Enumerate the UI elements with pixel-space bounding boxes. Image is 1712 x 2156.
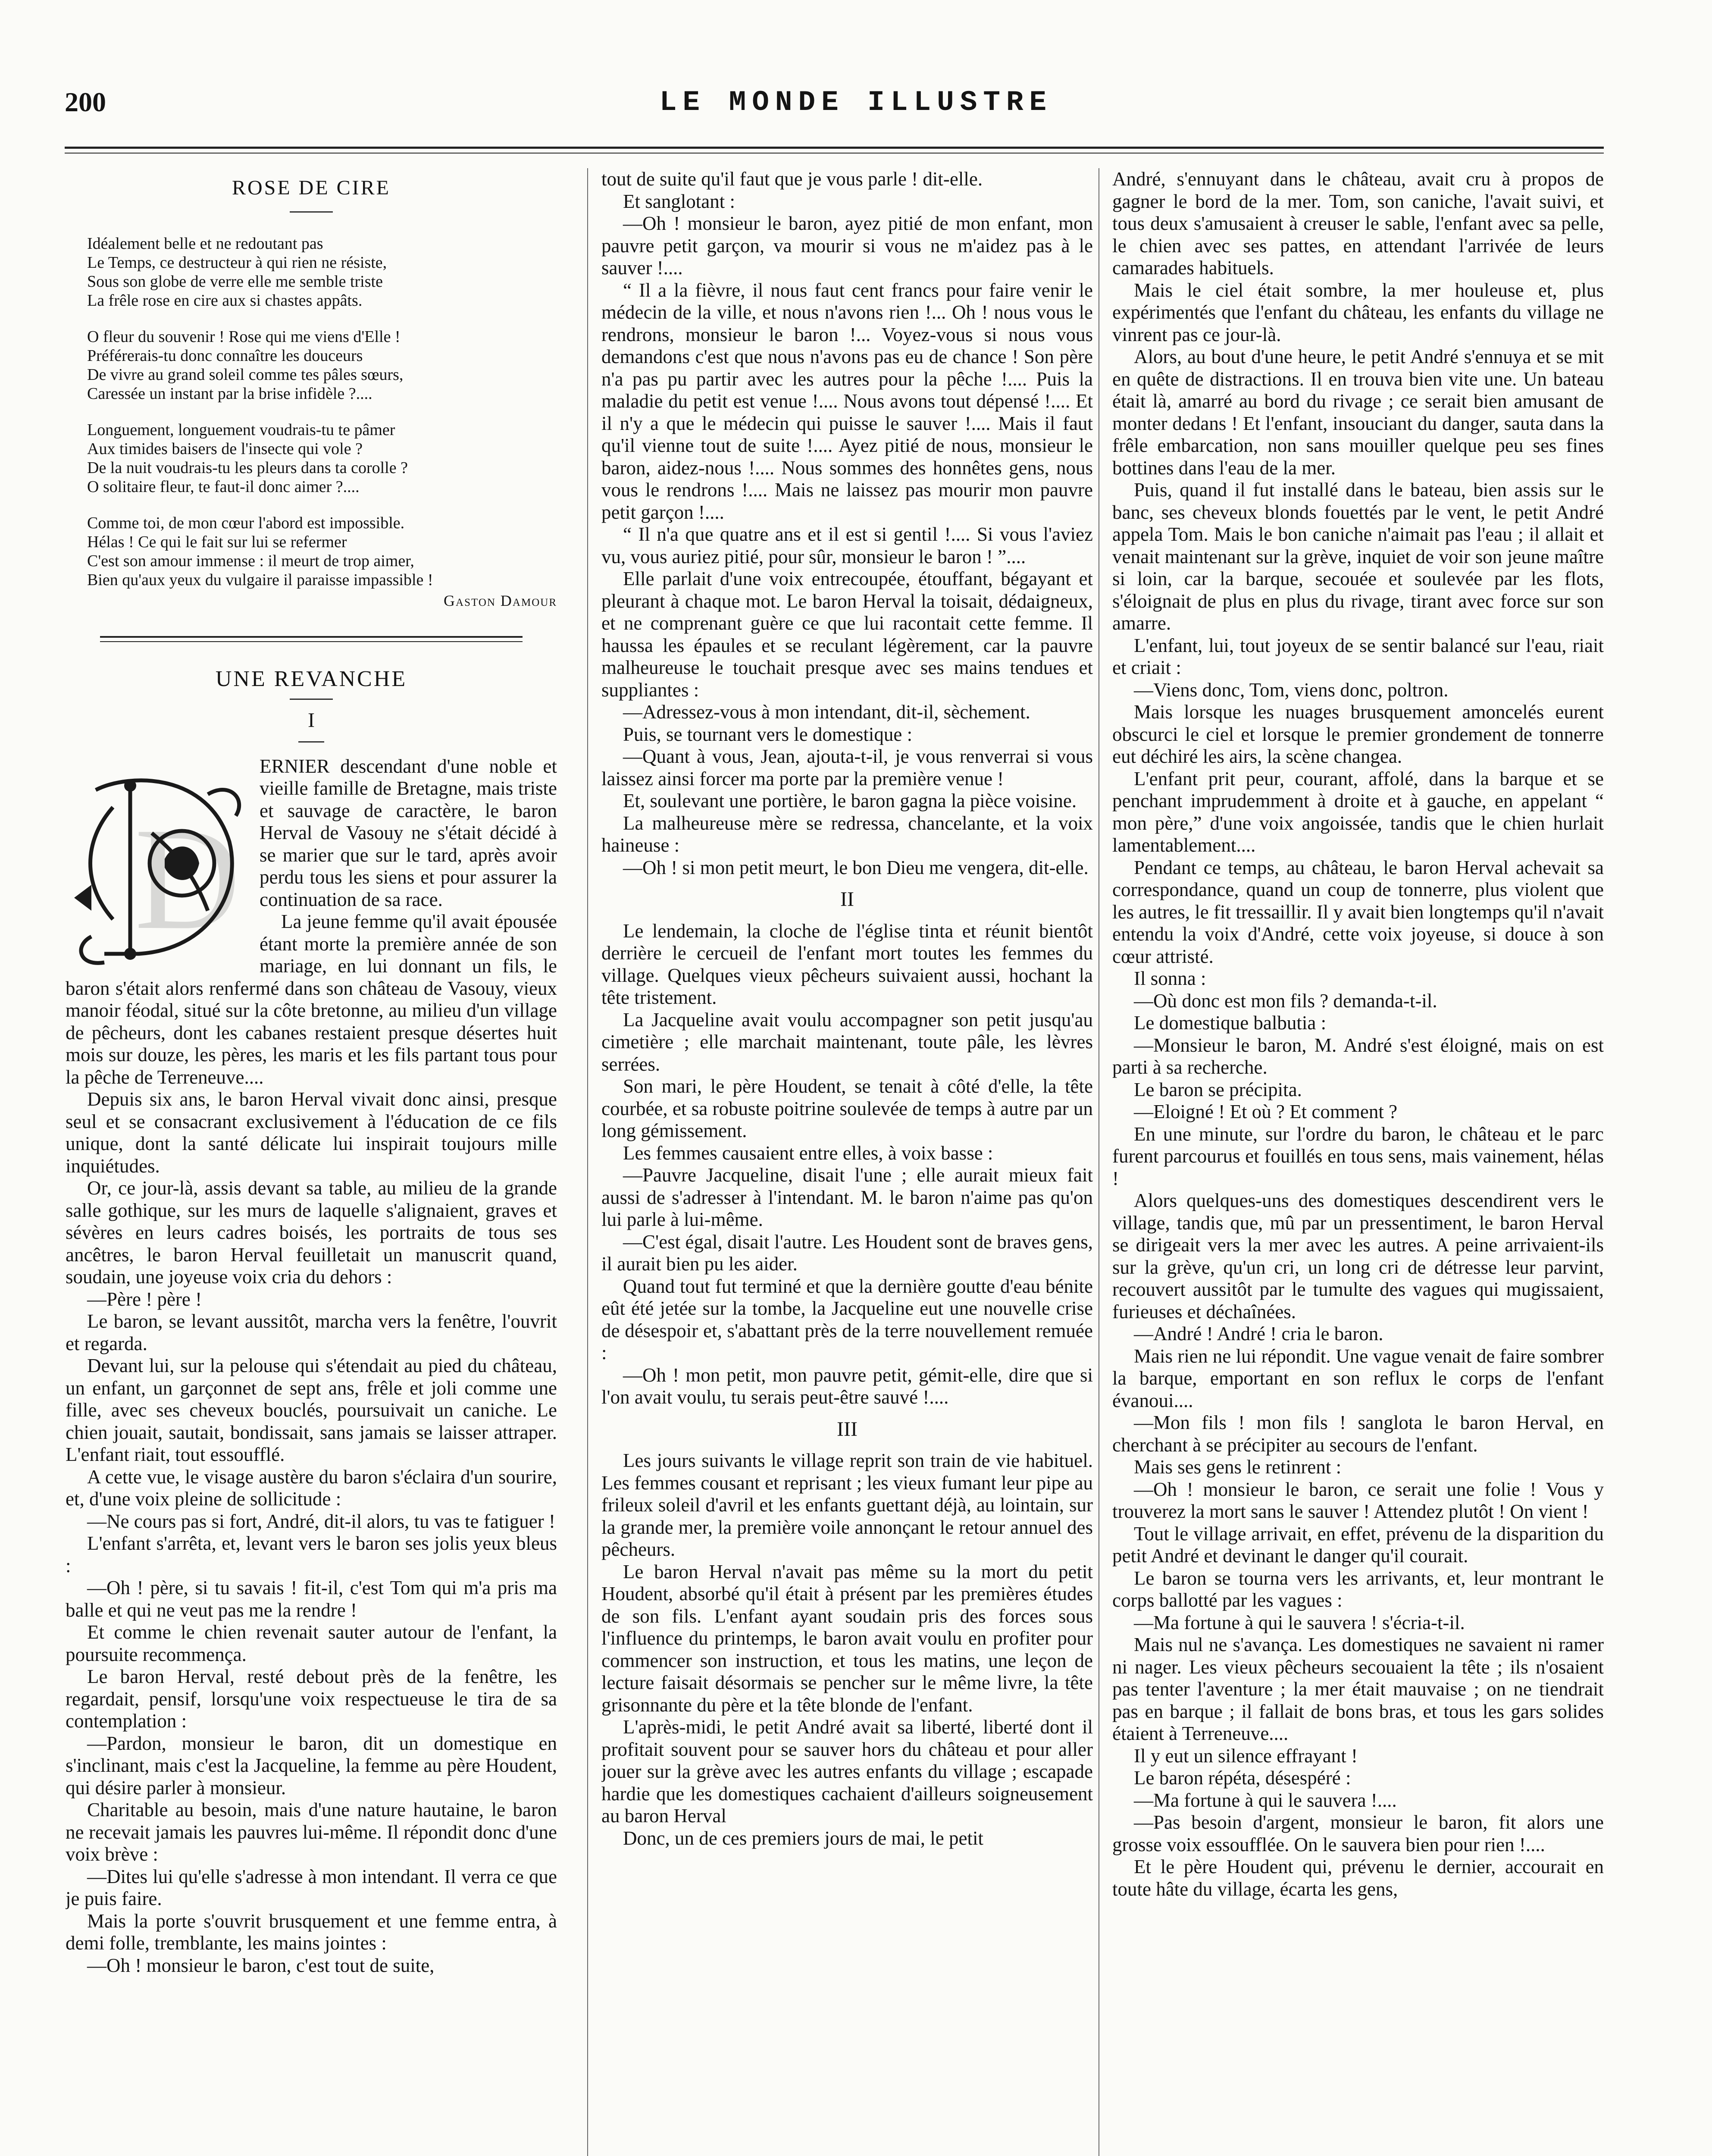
poem-stanza: [87, 234, 557, 310]
dropcap-letter: D: [135, 797, 241, 960]
story-paragraph: Le baron répéta, désespéré :: [1134, 1767, 1351, 1789]
poem-line: De vivre au grand soleil comme tes pâles sœurs,: [87, 365, 404, 384]
poem-line: Le Temps, ce destructeur à qui rien ne résiste,: [87, 253, 387, 272]
story-paragraph: Son mari, le père Houdent, se tenait à côté d'elle, la tête courbée, et sa robuste poitrine soulevée de temps à autre par un long gémissement.: [601, 1075, 1093, 1141]
story-col2-part-c: [601, 1450, 1093, 1849]
poem-line: Comme toi, de mon cœur l'abord est impossible.: [87, 514, 405, 532]
poem-line: Préférerais-tu donc connaître les douceurs: [87, 346, 363, 365]
section-separator-thin: [100, 641, 523, 642]
story-paragraph: —Oh ! monsieur le baron, ayez pitié de mon enfant, mon pauvre petit garçon, va mourir si vous ne m'aidez pas à le sauver !....: [601, 213, 1093, 279]
story-paragraph: André, s'ennuyant dans le château, avait cru à propos de gagner le bord de la mer. Tom, son caniche, l'avait suivi, et tous deux s'amusaient à creuser le sable, l'enfant avec sa pelle, le chien avec ses pattes, en attendant l'arrivée de leurs camarades habituels.: [1112, 168, 1604, 279]
story-paragraph: Donc, un de ces premiers jours de mai, le petit: [623, 1827, 983, 1849]
story-paragraph: —Dites lui qu'elle s'adresse à mon intendant. Il verra ce que je puis faire.: [66, 1865, 557, 1909]
story-paragraph: —André ! André ! cria le baron.: [1134, 1323, 1383, 1344]
story-paragraph: Les femmes causaient entre elles, à voix basse :: [623, 1142, 993, 1164]
poem-line: La frêle rose en cire aux si chastes appâts.: [87, 291, 363, 310]
chapter-heading: II: [840, 888, 854, 911]
story-paragraph: A cette vue, le visage austère du baron s'éclaira d'un sourire, et, d'une voix pleine de sollicitude :: [66, 1466, 557, 1510]
story-paragraph: Le lendemain, la cloche de l'église tinta et réunit bientôt derrière le cercueil de l'enfant mort toutes les femmes du village. Quelques vieux pêcheurs suivaient aussi, hochant la tête tristement.: [601, 920, 1093, 1008]
story-title: UNE REVANCHE: [215, 666, 407, 691]
poem-title: ROSE DE CIRE: [232, 176, 391, 199]
poem-line: Sous son globe de verre elle me semble triste: [87, 272, 383, 291]
story-paragraph: —Adressez-vous à mon intendant, dit-il, sèchement.: [623, 701, 1030, 723]
story-paragraph: L'enfant prit peur, courant, affolé, dans la barque et se penchant imprudemment à droite et à gauche, en appelant “ mon père,” d'une voix angoissée, tandis que le chien hurlait lamentablement....: [1112, 768, 1604, 856]
story-paragraph: Le baron se tourna vers les arrivants, et, leur montrant le corps ballotté par les vagues :: [1112, 1567, 1604, 1611]
column-1: [66, 168, 557, 2156]
poem-body: [66, 234, 557, 610]
poem-line: O solitaire fleur, te faut-il donc aimer ?....: [87, 477, 360, 496]
header-rule: [65, 147, 1604, 149]
story-paragraph: —Ma fortune à qui le sauvera ! s'écria-t-il.: [1134, 1611, 1465, 1633]
story-paragraph: Le baron Herval n'avait pas même su la mort du petit Houdent, absorbé qu'il était à présent par les premières études de son fils. L'enfant ayant soudain pris des forces sous l'influence du printemps, le baron avait voulu en profiter pour commencer son instruction, et tous les matins, une leçon de lecture faisait désormais se pencher sur le même livre, la tête grisonnante du père et la tête blonde de l'enfant.: [601, 1561, 1093, 1716]
story-paragraph: —Oh ! si mon petit meurt, le bon Dieu me vengera, dit-elle.: [623, 856, 1089, 878]
story-paragraph: Pendant ce temps, au château, le baron Herval achevait sa correspondance, quand un coup de tonnerre, plus violent que les autres, le fit tressaillir. Il y avait bien longtemps qu'il n'avait entendu la voix d'André, cette voix joyeuse, si douce à son cœur attristé.: [1112, 856, 1604, 967]
story-paragraph: Or, ce jour-là, assis devant sa table, au milieu de la grande salle gothique, sur les murs de laquelle s'alignaient, graves et sévères en leurs cadres boisés, les portraits de tous ses ancêtres, le baron Herval feuilletait un manuscrit quand, soudain, une joyeuse voix cria du dehors :: [66, 1177, 557, 1288]
poem-line: Aux timides baisers de l'insecte qui vole ?: [87, 439, 363, 458]
story-paragraph: Devant lui, sur la pelouse qui s'étendait au pied du château, un enfant, un garçonnet de sept ans, frêle et joli comme une fille, avec ses cheveux bouclés, poursuivait un caniche. Le chien jouait, sautait, bondissait, sans jamais se laisser attraper. L'enfant riait, tout essoufflé.: [66, 1355, 557, 1465]
section-separator: [100, 636, 523, 638]
story-col3-body: [1112, 168, 1604, 1900]
story-paragraph: L'enfant, lui, tout joyeux de se sentir balancé sur l'eau, riait et criait :: [1112, 634, 1604, 678]
story-paragraph: —Quant à vous, Jean, ajouta-t-il, je vous renverrai si vous laissez ainsi forcer ma porte par la première venue !: [601, 746, 1093, 790]
poem-line: Bien qu'aux yeux du vulgaire il paraisse impassible !: [87, 570, 433, 589]
poem-stanza: [87, 420, 557, 496]
poem-line: Caressée un instant par la brise infidèle ?....: [87, 384, 372, 403]
story-paragraph: —Père ! père !: [87, 1288, 202, 1310]
column-divider: [587, 168, 588, 2156]
story-paragraph: —C'est égal, disait l'autre. Les Houdent sont de braves gens, il aurait bien pu les aider.: [601, 1231, 1093, 1275]
story-col2-part-a: [601, 168, 1093, 879]
poem-line: De la nuit voudrais-tu les pleurs dans ta corolle ?: [87, 458, 408, 477]
story-paragraph: La malheureuse mère se redressa, chancelante, et la voix haineuse :: [601, 812, 1093, 856]
poem-line: Longuement, longuement voudrais-tu te pâmer: [87, 420, 395, 439]
story-paragraph: ERNIER descendant d'une noble et vieille famille de Bretagne, mais triste et sauvage de caractère, le baron Herval de Vasouy ne s'était décidé à se marier que sur le tard, après avoir perdu tous les siens et pour assurer la continuation de sa race.: [260, 755, 557, 910]
header-rule-thin: [65, 153, 1604, 154]
story-paragraph: Mais nul ne s'avança. Les domestiques ne savaient ni ramer ni nager. Les vieux pêcheurs secouaient la tête ; ils n'osaient pas tenter l'aventure ; la mer était mauvaise ; on ne tiendrait pas en barque ; il fallait de bons bras, et tous les gars solides étaient à Terreneuve....: [1112, 1634, 1604, 1744]
story-paragraph: —Ne cours pas si fort, André, dit-il alors, tu vas te fatiguer !: [87, 1510, 555, 1532]
story-paragraph: —Oh ! monsieur le baron, ce serait une folie ! Vous y trouverez la mort sans le sauver ! Attendez plutôt ! On vient !: [1112, 1478, 1604, 1522]
chapter-rule: [298, 741, 324, 743]
story-paragraph: Quand tout fut terminé et que la dernière goutte d'eau bénite eût été jetée sur la tombe, la Jacqueline eut une nouvelle crise de désespoir et, s'abattant près de la terre nouvellement remuée :: [601, 1275, 1093, 1363]
story-paragraph: —Eloigné ! Et où ? Et comment ?: [1134, 1101, 1398, 1122]
story-paragraph: Le baron, se levant aussitôt, marcha vers la fenêtre, l'ouvrit et regarda.: [66, 1310, 557, 1354]
story-paragraph: Alors, au bout d'une heure, le petit André s'ennuya et se mit en quête de distractions. Il en trouva bien vite une. Un bateau était là, amarré au bord du rivage ; ce serait bien amusant de monter dedans ! Et l'enfant, insouciant du danger, sauta dans la frêle embarcation, non sans mouiller quelque peu ses fines bottines dans l'eau de la mer.: [1112, 346, 1604, 479]
chapter-heading: I: [308, 709, 315, 732]
story-paragraph: “ Il a la fièvre, il nous faut cent francs pour faire venir le médecin de la ville, et nous n'avons rien !... Oh ! nous vous le rendrons, monsieur le baron !... Voyez-vous si nous vous demandons c'est que nous n'avons pas eu de chance ! Son père n'a pas pu partir avec les autres pour la pêche !.... Puis la maladie du petit est venue !.... Nous avons tout dépensé !.... Et il n'y a que le médecin qui puisse le sauver !.... Mais il faut qu'il vienne tout de suite !.... Ayez pitié de nous, monsieur le baron, aidez-nous !.... Nous sommes des honnêtes gens, nous vous le rendrons !.... Mais ne laissez pas mourir mon pauvre petit garçon !....: [601, 279, 1093, 523]
story-paragraph: Mais lorsque les nuages brusquement amoncelés eurent obscurci le ciel et lorsque le premier grondement de tonnerre eut déchiré les airs, la scène changea.: [1112, 701, 1604, 767]
story-paragraph: —Mon fils ! mon fils ! sanglota le baron Herval, en cherchant à se précipiter au secours de l'enfant.: [1112, 1412, 1604, 1456]
story-paragraph: —Oh ! monsieur le baron, c'est tout de suite,: [87, 1954, 435, 1976]
story-paragraph: Mais le ciel était sombre, la mer houleuse et, plus expérimentés que l'enfant du château, les enfants du village ne vinrent pas ce jour-là.: [1112, 279, 1604, 345]
story-paragraph: Elle parlait d'une voix entrecoupée, étouffant, bégayant et pleurant à chaque mot. Le baron Herval la toisait, dédaigneux, et ne comprenant guère ce que lui racontait cette femme. Il haussa les épaules et se reculant légèrement, car la pauvre malheureuse le touchait presque avec ses mains tendues et suppliantes :: [601, 568, 1093, 701]
story-paragraph: Depuis six ans, le baron Herval vivait donc ainsi, presque seul et se consacrant exclusivement à l'éducation de ce fils unique, dont la santé délicate lui inspirait toujours mille inquiétudes.: [66, 1088, 557, 1177]
story-paragraph: Et, soulevant une portière, le baron gagna la pièce voisine.: [623, 790, 1077, 812]
story-paragraph: Charitable au besoin, mais d'une nature hautaine, le baron ne recevait jamais les pauvres lui-même. Il répondit donc d'une voix brève :: [66, 1799, 557, 1865]
story-paragraph: —Pas besoin d'argent, monsieur le baron, fit alors une grosse voix essoufflée. On le sauvera bien pour rien !....: [1112, 1811, 1604, 1855]
poem-author: Gaston Damour: [444, 592, 557, 609]
story-paragraph: La jeune femme qu'il avait épousée étant morte la première année de son mariage, en lui donnant un fils, le baron s'était alors renfermé dans son château de Vasouy, vieux manoir féodal, situé sur la côte bretonne, au milieu d'un village de pêcheurs, dont les cabanes restaient presque désertes huit mois sur douze, les pères, les maris et les fils partant tous pour la pêche de Terreneuve....: [66, 911, 557, 1088]
journal-title: LE MONDE ILLUSTRE: [659, 86, 1053, 119]
poem-line: Hélas ! Ce qui le fait sur lui se refermer: [87, 533, 347, 551]
column-2: [601, 168, 1093, 2156]
story-paragraph: “ Il n'a que quatre ans et il est si gentil !.... Si vous l'aviez vu, vous auriez pitié, pour sûr, monsieur le baron ! ”....: [601, 523, 1093, 567]
story-col2-part-b: [601, 920, 1093, 1409]
story-paragraph: Le baron se précipita.: [1134, 1078, 1302, 1100]
story-paragraph: Puis, se tournant vers le domestique :: [623, 723, 913, 745]
story-paragraph: Puis, quand il fut installé dans le bateau, bien assis sur le banc, ses cheveux blonds fouettés par le vent, le petit André appela Tom. Mais le bon caniche n'aimait pas l'eau ; il allait et venait maintenant sur la grève, inquiet de voir son jeune maître si loin, car la barque, secouée et soulevée par les flots, s'éloignait de plus en plus du rivage, tirant avec force sur son amarre.: [1112, 479, 1604, 634]
story-paragraph: La Jacqueline avait voulu accompagner son petit jusqu'au cimetière ; elle marchait maintenant, toute pâle, les lèvres serrées.: [601, 1009, 1093, 1075]
title-rule: [290, 699, 333, 700]
poem-line: O fleur du souvenir ! Rose qui me viens d'Elle !: [87, 327, 401, 346]
story-paragraph: Mais rien ne lui répondit. Une vague venait de faire sombrer la barque, emportant en son reflux le corps de l'enfant évanoui....: [1112, 1345, 1604, 1411]
story-paragraph: Et comme le chien revenait sauter autour de l'enfant, la poursuite recommença.: [66, 1621, 557, 1665]
story-paragraph: Le domestique balbutia :: [1134, 1012, 1327, 1034]
ornamental-dropcap-image: [66, 755, 251, 971]
title-rule: [290, 211, 333, 213]
page-number: 200: [65, 87, 106, 117]
story-paragraph: Mais la porte s'ouvrit brusquement et une femme entra, à demi folle, tremblante, les mains jointes :: [66, 1910, 557, 1954]
story-paragraph: —Où donc est mon fils ? demanda-t-il.: [1134, 990, 1437, 1012]
story-paragraph: —Oh ! mon petit, mon pauvre petit, gémit-elle, dire que si l'on avait voulu, tu serais peut-être sauvé !....: [601, 1364, 1093, 1408]
story-paragraph: Les jours suivants le village reprit son train de vie habituel. Les femmes cousant et reprisant ; les vieux fumant leur pipe au frileux soleil d'avril et les enfants guettant déjà, au lointain, sur la grande mer, la première voile annonçant le retour annuel des pêcheurs.: [601, 1450, 1093, 1560]
story-paragraph: —Viens donc, Tom, viens donc, poltron.: [1134, 679, 1449, 701]
story-paragraph: Mais ses gens le retinrent :: [1134, 1456, 1342, 1478]
story-paragraph: —Monsieur le baron, M. André s'est éloigné, mais on est parti à sa recherche.: [1112, 1034, 1604, 1078]
story-paragraph: Tout le village arrivait, en effet, prévenu de la disparition du petit André et devinant le danger qu'il courait.: [1112, 1523, 1604, 1567]
poem-line: Idéalement belle et ne redoutant pas: [87, 234, 323, 253]
story-paragraph: —Ma fortune à qui le sauvera !....: [1134, 1789, 1397, 1811]
chapter-heading: III: [837, 1417, 858, 1441]
poem-stanza: [87, 327, 557, 403]
story-paragraph: L'enfant s'arrêta, et, levant vers le baron ses jolis yeux bleus :: [66, 1532, 557, 1576]
poem-stanza: [87, 514, 557, 610]
poem-line: C'est son amour immense : il meurt de trop aimer,: [87, 552, 414, 570]
story-paragraph: L'après-midi, le petit André avait sa liberté, liberté dont il profitait souvent pour se sauver hors du château et pour aller jouer sur la grève avec les autres enfants du village ; escapade hardie que les domestiques cachaient d'ailleurs soigneusement au baron Herval: [601, 1716, 1093, 1827]
story-paragraph: —Pardon, monsieur le baron, dit un domestique en s'inclinant, mais c'est la Jacqueline, la femme au père Houdent, qui désire parler à monsieur.: [66, 1732, 557, 1799]
story-paragraph: Et sanglotant :: [623, 190, 735, 212]
story-paragraph: —Oh ! père, si tu savais ! fit-il, c'est Tom qui m'a pris ma balle et qui ne veut pas me la rendre !: [66, 1577, 557, 1621]
story-paragraph: Le baron Herval, resté debout près de la fenêtre, les regardait, pensif, lorsqu'une voix respectueuse le tira de sa contemplation :: [66, 1666, 557, 1732]
story-paragraph: Il y eut un silence effrayant !: [1134, 1745, 1358, 1767]
story-paragraph: Et le père Houdent qui, prévenu le dernier, accourait en toute hâte du village, écarta les gens,: [1112, 1856, 1604, 1900]
story-paragraph: tout de suite qu'il faut que je vous parle ! dit-elle.: [601, 168, 983, 190]
column-3: [1112, 168, 1604, 2156]
story-paragraph: Alors quelques-uns des domestiques descendirent vers le village, tandis que, mû par un pressentiment, le baron Herval se dirigeait vers la mer avec les autres. A peine arrivaient-ils sur la grève, qu'un cri, un long cri de détresse leur parvint, recouvert aussitôt par le tumulte des vagues qui mugissaient, furieuses et déchaînées.: [1112, 1190, 1604, 1322]
story-paragraph: —Pauvre Jacqueline, disait l'une ; elle aurait mieux fait aussi de s'adresser à l'intendant. M. le baron n'aime pas qu'on lui parle à lui-même.: [601, 1164, 1093, 1230]
story-paragraph: En une minute, sur l'ordre du baron, le château et le parc furent parcourus et fouillés en tous sens, mais vainement, hélas !: [1112, 1123, 1604, 1189]
story-paragraph: Il sonna :: [1134, 968, 1206, 989]
